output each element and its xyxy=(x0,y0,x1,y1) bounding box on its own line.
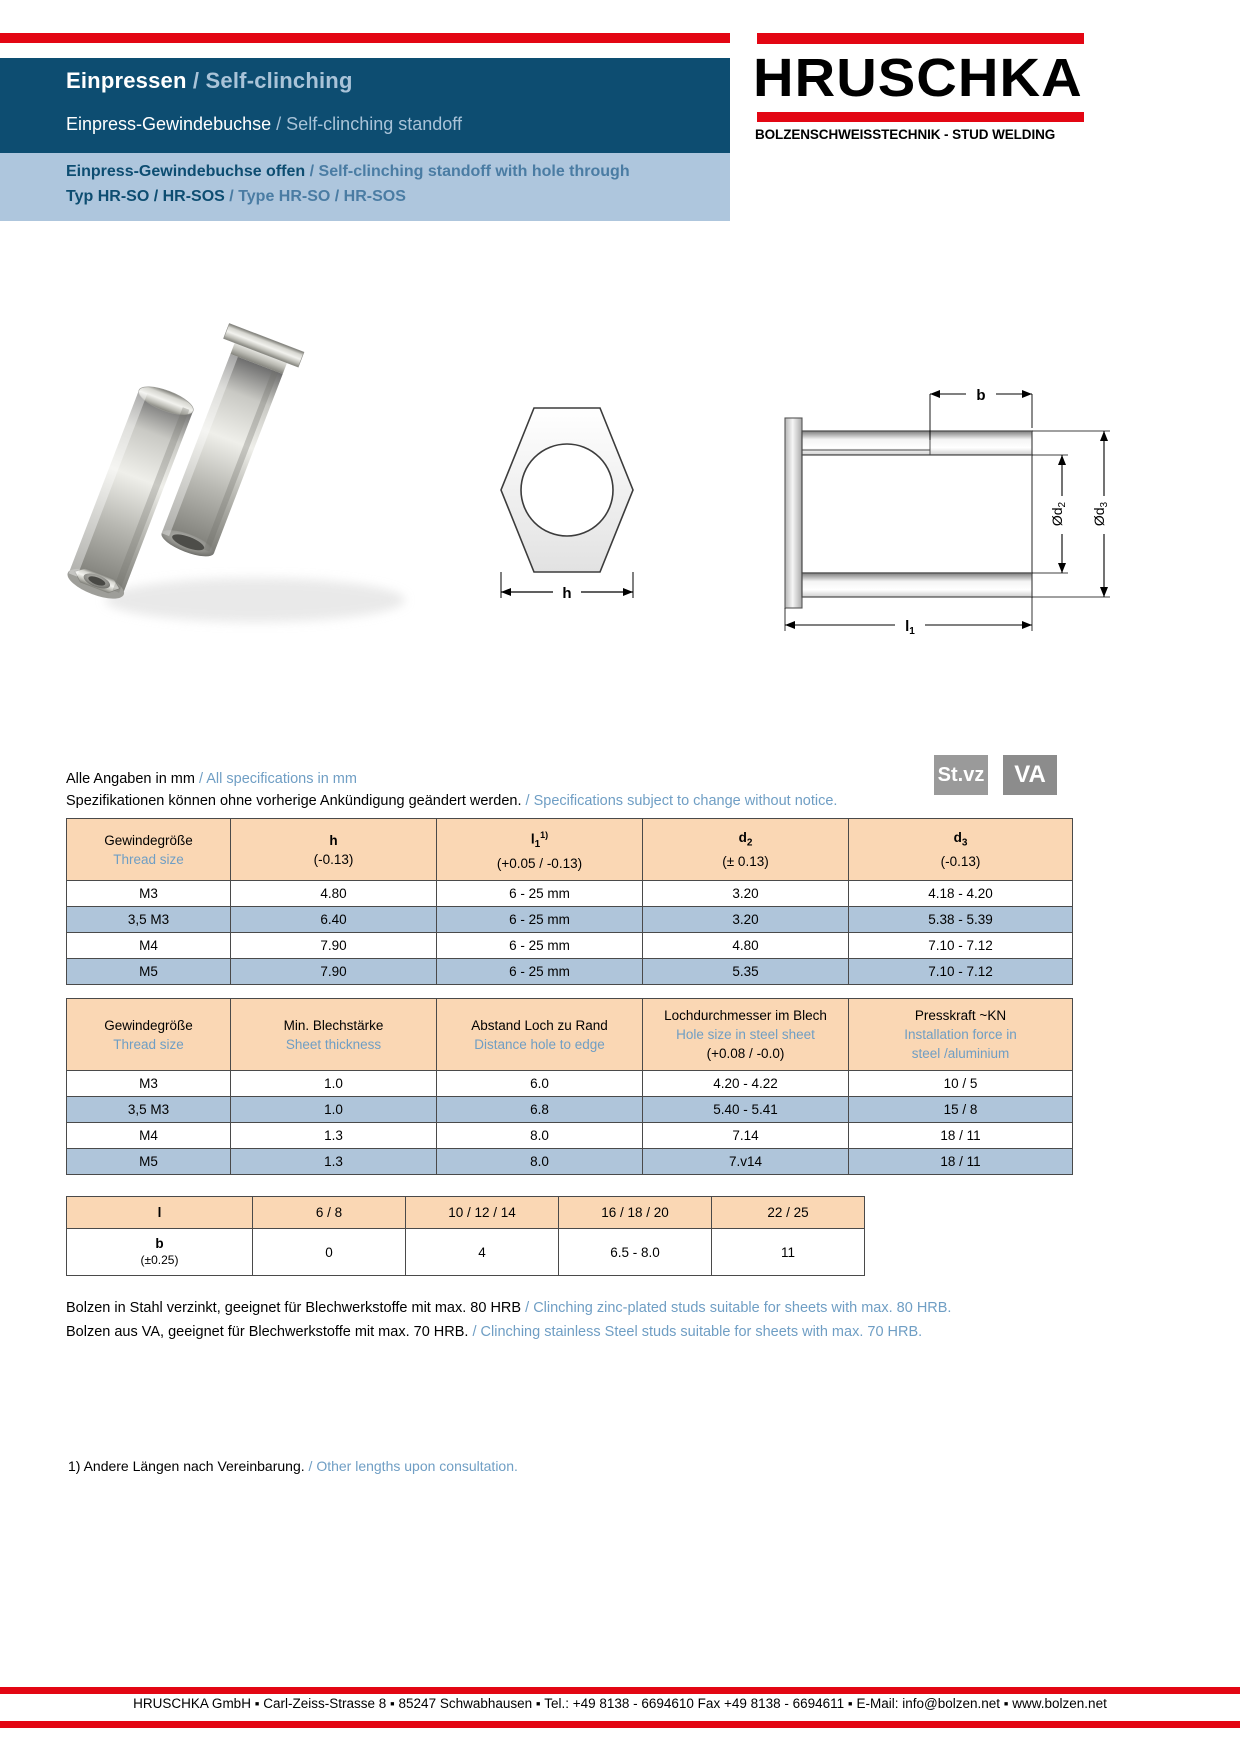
col-header-d3 xyxy=(849,819,1073,881)
cell-install-force: 18 / 11 xyxy=(849,1149,1073,1175)
col-header-length-symbol: l xyxy=(157,1205,162,1220)
specification-notes xyxy=(66,768,837,812)
installation-table xyxy=(66,998,1073,1175)
product-band-line1-de: Einpress-Gewindebuchse offen xyxy=(66,163,306,180)
material-notes-line1-separator: / xyxy=(525,1300,530,1316)
col-header-l1-tolerance: (+0.05 / -0.13) xyxy=(496,856,583,872)
col-header-hole-to-edge xyxy=(437,999,643,1071)
cell-d2: 3.20 xyxy=(643,881,849,907)
cell-d3: 7.10 - 7.12 xyxy=(849,933,1073,959)
dimension-label-b: b xyxy=(976,387,986,404)
cell-l1: 6 - 25 mm xyxy=(437,933,643,959)
col-header-length-range-4: 22 / 25 xyxy=(712,1197,865,1229)
col-header-length xyxy=(67,1197,253,1229)
col-header-d2 xyxy=(643,819,849,881)
company-logo-tagline: BOLZENSCHWEISSTECHNIK - STUD WELDING xyxy=(755,127,1056,142)
cell-d2: 5.35 xyxy=(643,959,849,985)
material-notes-line1-de: Bolzen in Stahl verzinkt, geeignet für Blechwerkstoffe mit max. 80 HRB xyxy=(66,1300,522,1316)
notes-line2-de: Spezifikationen können ohne vorherige Ankündigung geändert werden. xyxy=(66,793,522,809)
col-header-length-range-1: 6 / 8 xyxy=(253,1197,406,1229)
table-row xyxy=(67,881,1073,907)
notes-line-1 xyxy=(66,768,837,790)
cell-install-force: 15 / 8 xyxy=(849,1097,1073,1123)
header-red-bar xyxy=(0,33,730,43)
dimension-label-h: h xyxy=(562,585,572,602)
col-header-d2-tolerance: (± 0.13) xyxy=(722,854,769,870)
material-badge-steel: St.vz xyxy=(934,755,988,795)
cell-thread-size: M5 xyxy=(67,1149,231,1175)
material-notes-line-1 xyxy=(66,1296,951,1320)
footer-red-bar-top xyxy=(0,1687,1240,1694)
cell-b-value-2: 4 xyxy=(406,1229,559,1276)
cell-sheet-thickness: 1.3 xyxy=(231,1149,437,1175)
cell-d2: 3.20 xyxy=(643,907,849,933)
col-header-install-force-en2: steel /aluminium xyxy=(911,1046,1010,1061)
company-logo-wordmark: HRUSCHKA xyxy=(753,48,1083,108)
product-band-line2 xyxy=(66,188,406,206)
table-header-row xyxy=(67,819,1073,881)
table-row xyxy=(67,1123,1073,1149)
cell-sheet-thickness: 1.0 xyxy=(231,1071,437,1097)
material-notes-line-2 xyxy=(66,1320,951,1344)
footer-red-bar-bottom xyxy=(0,1721,1240,1728)
col-header-install-force-de: Presskraft ~KN xyxy=(914,1008,1007,1023)
col-header-sheet-thickness xyxy=(231,999,437,1071)
footnote xyxy=(68,1458,518,1474)
table-row xyxy=(67,907,1073,933)
dimension-label-l1: $l_1$ xyxy=(905,618,915,637)
notes-line1-en: All specifications in mm xyxy=(206,771,357,787)
col-header-d3-tolerance: (-0.13) xyxy=(940,854,981,870)
cell-b-value-4: 11 xyxy=(712,1229,865,1276)
col-header-thread-size-de: Gewindegröße xyxy=(104,1017,193,1033)
product-band-line1 xyxy=(66,163,630,181)
cell-b-value-1: 0 xyxy=(253,1229,406,1276)
notes-line1-de: Alle Angaben in mm xyxy=(66,771,195,787)
cell-hole-to-edge: 6.8 xyxy=(437,1097,643,1123)
col-header-hole-size xyxy=(643,999,849,1071)
notes-line2-separator: / xyxy=(525,793,530,809)
cell-hole-size: 4.20 - 4.22 xyxy=(643,1071,849,1097)
page-title xyxy=(66,68,353,94)
cell-h: 7.90 xyxy=(231,933,437,959)
row-header-b-symbol: b xyxy=(155,1236,164,1251)
page-title-de: Einpressen xyxy=(66,68,187,93)
cell-l1: 6 - 25 mm xyxy=(437,881,643,907)
cell-hole-to-edge: 6.0 xyxy=(437,1071,643,1097)
col-header-thread-size xyxy=(67,999,231,1071)
table-header-row xyxy=(67,1197,865,1229)
product-band-line2-en: Type HR-SO / HR-SOS xyxy=(238,188,406,205)
col-header-sheet-thickness-de: Min. Blechstärke xyxy=(283,1017,384,1033)
product-band-line2-separator: / xyxy=(229,188,234,205)
col-header-install-force-en: Installation force in xyxy=(904,1027,1017,1042)
row-header-b xyxy=(67,1229,253,1276)
page-title-en: Self-clinching xyxy=(205,68,353,93)
cell-thread-size: M3 xyxy=(67,1071,231,1097)
table-row xyxy=(67,1097,1073,1123)
product-band-line1-en: Self-clinching standoff with hole through xyxy=(318,163,630,180)
material-notes-line2-en: Clinching stainless Steel studs suitable for sheets with max. 70 HRB. xyxy=(480,1324,923,1340)
notes-line-2 xyxy=(66,790,837,812)
product-band-line2-de: Typ HR-SO / HR-SOS xyxy=(66,188,225,205)
cell-thread-size: 3,5 M3 xyxy=(67,1097,231,1123)
page-subtitle-en: Self-clinching standoff xyxy=(286,114,462,134)
cell-hole-size: 7.14 xyxy=(643,1123,849,1149)
col-header-thread-size xyxy=(67,819,231,881)
cell-l1: 6 - 25 mm xyxy=(437,959,643,985)
cell-hole-size: 5.40 - 5.41 xyxy=(643,1097,849,1123)
cell-b-value-3: 6.5 - 8.0 xyxy=(559,1229,712,1276)
col-header-thread-size-en: Thread size xyxy=(113,851,184,867)
cell-d3: 5.38 - 5.39 xyxy=(849,907,1073,933)
dimensions-table xyxy=(66,818,1073,985)
dimension-label-d3: $Ød_3$ xyxy=(1091,501,1110,527)
photo-standoff-pair xyxy=(64,324,405,622)
cell-hole-to-edge: 8.0 xyxy=(437,1149,643,1175)
cell-d3: 4.18 - 4.20 xyxy=(849,881,1073,907)
table-row xyxy=(67,1229,865,1276)
product-illustration-area xyxy=(0,300,1240,700)
page-title-separator: / xyxy=(192,68,200,93)
cell-h: 6.40 xyxy=(231,907,437,933)
cell-sheet-thickness: 1.3 xyxy=(231,1123,437,1149)
table-row xyxy=(67,933,1073,959)
page-subtitle xyxy=(66,114,462,135)
col-header-length-range-3: 16 / 18 / 20 xyxy=(559,1197,712,1229)
col-header-sheet-thickness-en: Sheet thickness xyxy=(285,1036,382,1052)
col-header-h xyxy=(231,819,437,881)
cell-install-force: 10 / 5 xyxy=(849,1071,1073,1097)
footnote-en: Other lengths upon consultation. xyxy=(316,1458,518,1474)
cell-hole-size: 7.v14 xyxy=(643,1149,849,1175)
cell-install-force: 18 / 11 xyxy=(849,1123,1073,1149)
material-badge-stainless: VA xyxy=(1003,755,1057,795)
col-header-length-range-2: 10 / 12 / 14 xyxy=(406,1197,559,1229)
logo-red-bar-top xyxy=(757,33,1084,44)
page-subtitle-separator: / xyxy=(276,114,282,134)
material-notes-line2-separator: / xyxy=(472,1324,477,1340)
col-header-hole-to-edge-de: Abstand Loch zu Rand xyxy=(471,1017,608,1033)
col-header-d2-symbol: $d_2$ xyxy=(738,829,753,849)
cell-h: 7.90 xyxy=(231,959,437,985)
table-header-row xyxy=(67,999,1073,1071)
col-header-l1-symbol: $l_1^{1)}$ xyxy=(530,830,549,851)
col-header-d3-symbol: $d_3$ xyxy=(953,829,968,849)
logo-red-bar-bottom xyxy=(757,112,1084,122)
product-drawings-svg xyxy=(0,300,1240,700)
notes-line1-separator: / xyxy=(199,771,204,787)
col-header-hole-size-tolerance: (+0.08 / -0.0) xyxy=(706,1046,785,1061)
cell-h: 4.80 xyxy=(231,881,437,907)
cell-d3: 7.10 - 7.12 xyxy=(849,959,1073,985)
cell-sheet-thickness: 1.0 xyxy=(231,1097,437,1123)
material-notes xyxy=(66,1296,951,1344)
row-header-b-tolerance: (±0.25) xyxy=(140,1253,179,1267)
col-header-h-symbol: h xyxy=(329,832,338,848)
col-header-thread-size-en: Thread size xyxy=(113,1036,184,1052)
cell-l1: 6 - 25 mm xyxy=(437,907,643,933)
material-notes-line1-en: Clinching zinc-plated studs suitable for sheets with max. 80 HRB. xyxy=(533,1300,952,1316)
cell-hole-to-edge: 8.0 xyxy=(437,1123,643,1149)
table-row xyxy=(67,1071,1073,1097)
cell-thread-size: 3,5 M3 xyxy=(67,907,231,933)
product-band-line1-separator: / xyxy=(309,163,315,180)
col-header-hole-size-en: Hole size in steel sheet xyxy=(676,1027,815,1042)
section-view-drawing xyxy=(785,383,1115,637)
table-row xyxy=(67,959,1073,985)
col-header-install-force xyxy=(849,999,1073,1071)
b-dimension-table xyxy=(66,1196,865,1276)
dimension-label-d2: $Ød_2$ xyxy=(1049,501,1068,527)
notes-line2-en: Specifications subject to change without notice. xyxy=(533,793,838,809)
cell-thread-size: M4 xyxy=(67,1123,231,1149)
material-notes-line2-de: Bolzen aus VA, geeignet für Blechwerkstoffe mit max. 70 HRB. xyxy=(66,1324,469,1340)
hex-end-view-drawing xyxy=(501,408,633,602)
cell-thread-size: M4 xyxy=(67,933,231,959)
footnote-separator: / xyxy=(308,1458,313,1474)
col-header-l1 xyxy=(437,819,643,881)
footnote-de: 1) Andere Längen nach Vereinbarung. xyxy=(68,1458,305,1474)
cell-thread-size: M5 xyxy=(67,959,231,985)
footer-company-info: HRUSCHKA GmbH ▪ Carl-Zeiss-Strasse 8 ▪ 85247 Schwabhausen ▪ Tel.: +49 8138 - 6694610 Fax +49 8138 - 6694611 ▪ E-Mail: info@bolzen.net ▪ www.bolzen.net xyxy=(133,1696,1107,1711)
col-header-thread-size-de: Gewindegröße xyxy=(104,832,193,848)
page-subtitle-de: Einpress-Gewindebuchse xyxy=(66,114,272,134)
table-row xyxy=(67,1149,1073,1175)
cell-thread-size: M3 xyxy=(67,881,231,907)
col-header-hole-to-edge-en: Distance hole to edge xyxy=(474,1036,605,1052)
col-header-h-tolerance: (-0.13) xyxy=(313,851,354,867)
col-header-hole-size-de: Lochdurchmesser im Blech xyxy=(664,1008,827,1023)
cell-d2: 4.80 xyxy=(643,933,849,959)
